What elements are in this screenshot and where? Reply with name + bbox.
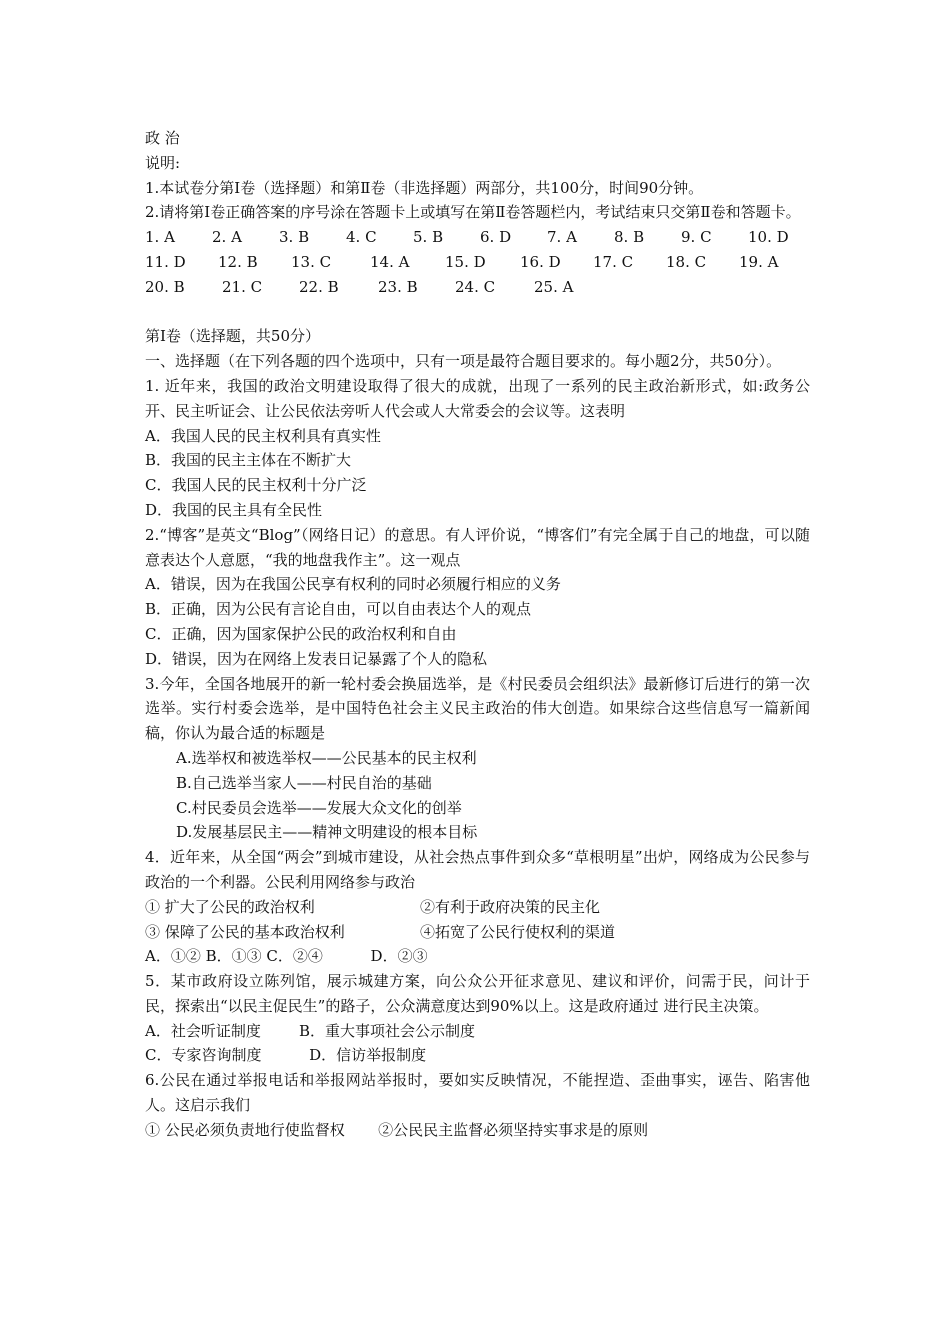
question-3-option-c: C.村民委员会选举——发展大众文化的创举 [176, 798, 462, 817]
answer-item: 11. D [145, 252, 186, 271]
answer-item: 17. C [593, 252, 634, 271]
answer-item: 4. C [346, 228, 377, 247]
section-title: 第Ⅰ卷（选择题，共50分） [145, 327, 321, 346]
question-1-option-a: A．我国人民的民主权利具有真实性 [145, 426, 381, 445]
answer-row-1 [145, 225, 810, 250]
question-4-statement-2: ②有利于政府决策的民主化 [420, 897, 601, 916]
question-3-option-d: D.发展基层民主——精神文明建设的根本目标 [176, 823, 478, 842]
answer-row-3 [145, 275, 810, 300]
question-1-option-b: B．我国的民主主体在不断扩大 [145, 451, 352, 470]
answer-item: 20. B [145, 277, 185, 296]
answer-item: 12. B [218, 252, 258, 271]
answer-item: 1. A [145, 228, 175, 247]
answer-item: 7. A [547, 228, 577, 247]
answer-item: 21. C [222, 277, 263, 296]
answer-item: 3. B [279, 228, 310, 247]
section-instruction: 一、选择题（在下列各题的四个选项中，只有一项是最符合题目要求的。每小题2分，共50分）。 [145, 352, 782, 371]
answer-item: 9. C [681, 228, 712, 247]
answer-item: 8. B [614, 228, 645, 247]
exam-page [145, 126, 810, 1143]
answer-item: 24. C [455, 277, 496, 296]
question-4-statement-4: ④拓宽了公民行使权利的渠道 [420, 922, 616, 941]
answer-item: 6. D [480, 228, 512, 247]
answer-item: 18. C [666, 252, 707, 271]
question-3-option-a: A.选举权和被选举权——公民基本的民主权利 [176, 748, 477, 767]
answer-item: 16. D [520, 252, 561, 271]
question-1-option-c: C．我国人民的民主权利十分广泛 [145, 476, 367, 495]
notes-label: 说明: [145, 153, 181, 172]
question-4-statement-3: ③ 保障了公民的基本政治权利 [145, 922, 345, 941]
answer-item: 13. C [291, 252, 332, 271]
answer-item: 19. A [739, 252, 779, 271]
question-4-options: A．①② B．①③ C．②④ D．②③ [145, 947, 428, 966]
answer-item: 25. A [534, 277, 574, 296]
question-5-options-cd: C．专家咨询制度 D．信访举报制度 [145, 1046, 427, 1065]
question-1-option-d: D．我国的民主具有全民性 [145, 500, 323, 519]
question-4-statements-row-2 [145, 920, 810, 945]
question-2-option-c: C．正确，因为国家保护公民的政治权利和自由 [145, 624, 457, 643]
question-3-stem: 3.今年，全国各地展开的新一轮村委会换届选举，是《村民委员会组织法》最新修订后进行的第一次选举。实行村委会选举，是中国特色社会主义民主政治的伟大创造。如果综合这些信息写一篇新闻稿，你认为最合适的标题是 [145, 674, 810, 743]
answer-item: 2. A [212, 228, 242, 247]
answer-item: 10. D [748, 228, 789, 247]
exam-title: 政 治 [145, 129, 180, 147]
spacer [145, 300, 810, 325]
answer-item: 22. B [299, 277, 339, 296]
answer-item: 23. B [378, 277, 418, 296]
question-2-option-d: D．错误，因为在网络上发表日记暴露了个人的隐私 [145, 649, 488, 668]
question-4-statements-row-1 [145, 895, 810, 920]
answer-item: 5. B [413, 228, 444, 247]
question-3-option-b: B.自己选举当家人——村民自治的基础 [176, 773, 432, 792]
question-1-stem: 1. 近年来，我国的政治文明建设取得了很大的成就，出现了一系列的民主政治新形式，如:政务公开、民主听证会、让公民依法旁听人代会或人大常委会的会议等。这表明 [145, 376, 810, 420]
note-2: 2.请将第Ⅰ卷正确答案的序号涂在答题卡上或填写在第Ⅱ卷答题栏内，考试结束只交第Ⅱ卷和答题卡。 [145, 203, 801, 222]
question-4-statement-1: ① 扩大了公民的政治权利 [145, 897, 315, 916]
question-6-statements: ① 公民必须负责地行使监督权 ②公民民主监督必须坚持实事求是的原则 [145, 1120, 649, 1139]
question-5-stem: 5．某市政府设立陈列馆，展示城建方案，向公众公开征求意见、建议和评价，问需于民，问计于民，探索出“以民主促民生”的路子，公众满意度达到90%以上。这是政府通过 进行民主决策。 [145, 972, 810, 1015]
answer-item: 14. A [370, 252, 410, 271]
question-2-option-b: B．正确，因为公民有言论自由，可以自由表达个人的观点 [145, 600, 532, 619]
question-6-stem: 6.公民在通过举报电话和举报网站举报时，要如实反映情况，不能捏造、歪曲事实，诬告、陷害他人。这启示我们 [145, 1071, 810, 1115]
question-2-option-a: A．错误，因为在我国公民享有权利的同时必须履行相应的义务 [145, 575, 561, 594]
answer-item: 15. D [445, 252, 486, 271]
answer-row-2 [145, 250, 810, 275]
question-2-stem: 2.“博客”是英文“Blog”（网络日记）的意思。有人评价说，“博客们”有完全属于自己的地盘，可以随意表达个人意愿，“我的地盘我作主”。这一观点 [145, 525, 810, 569]
question-5-options-ab: A．社会听证制度 B．重大事项社会公示制度 [145, 1021, 476, 1040]
question-4-stem: 4．近年来，从全国“两会”到城市建设，从社会热点事件到众多“草根明星”出炉，网络成为公民参与政治的一个利器。公民利用网络参与政治 [145, 848, 810, 891]
note-1: 1.本试卷分第Ⅰ卷（选择题）和第Ⅱ卷（非选择题）两部分，共100分，时间90分钟。 [145, 178, 704, 197]
